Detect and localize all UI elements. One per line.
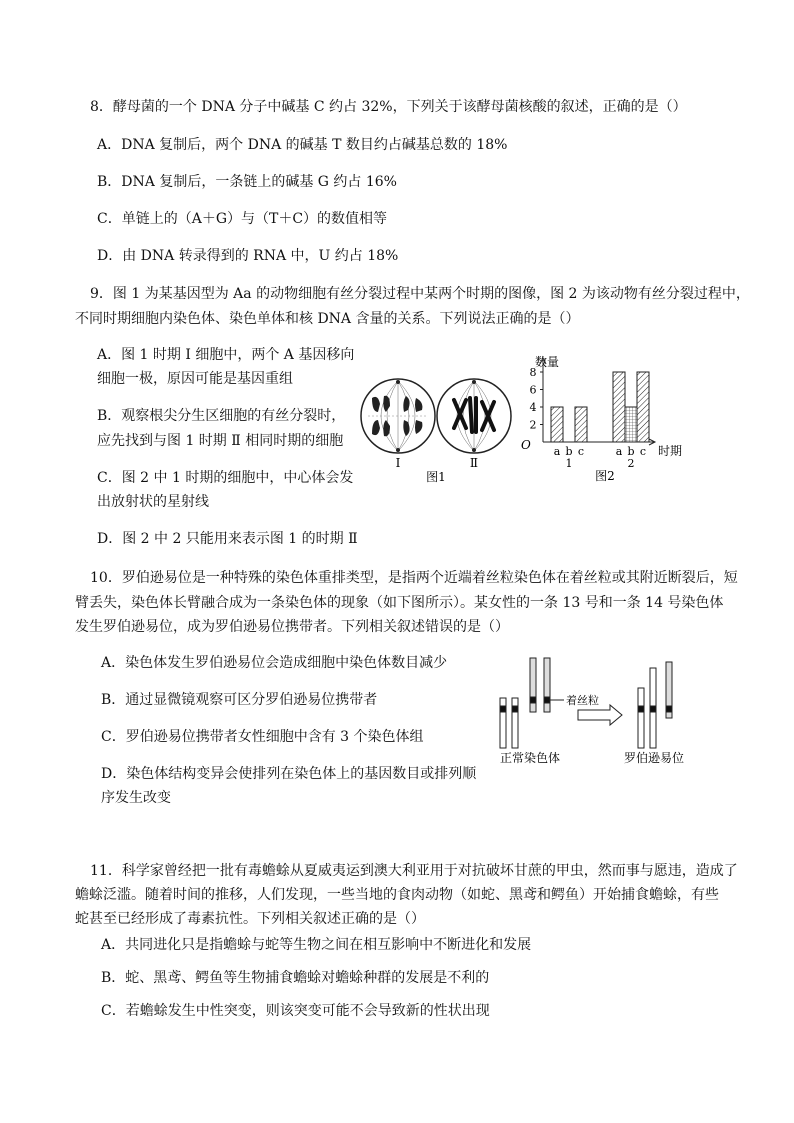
q8-option-b: B．DNA 复制后，一条链上的碱基 G 约占 16% <box>97 174 397 190</box>
q8-stem: 8．酵母菌的一个 DNA 分子中碱基 C 约占 32%，下列关于该酵母菌核酸的叙述，正确的是（） <box>90 99 687 115</box>
figure2-y-label: 数量 <box>535 355 560 369</box>
q10-option-d-line-2: 序发生改变 <box>101 790 171 806</box>
q11-stem-line-3: 蛇甚至已经形成了毒素抗性。下列相关叙述正确的是（） <box>75 911 425 927</box>
centromere-label: 着丝粒 <box>566 694 599 707</box>
q10-option-a: A．染色体发生罗伯逊易位会造成细胞中染色体数目减少 <box>101 655 448 671</box>
arrow-icon <box>578 705 622 725</box>
q9-option-a-line-2: 细胞一极，原因可能是基因重组 <box>97 371 293 387</box>
q11-stem-line-1: 11．科学家曾经把一批有毒蟾蜍从夏威夷运到澳大利亚用于对抗破坏甘蔗的甲虫，然而事与愿违，造成了 <box>90 863 738 879</box>
cell-II-label: Ⅱ <box>469 456 479 470</box>
robertsonian-caption: 罗伯逊易位 <box>624 751 685 765</box>
q9-stem-line-2: 不同时期细胞内染色体、染色单体和核 DNA 含量的关系。下列说法正确的是（） <box>75 311 580 327</box>
q10-stem-line-2: 臂丢失，染色体长臂融合成为一条染色体的现象（如下图所示）。某女性的一条 13 号和一条 14 号染色体 <box>75 595 724 611</box>
y-tick-label: 4 <box>529 401 537 414</box>
q10-option-b: B．通过显微镜观察可区分罗伯逊易位携带者 <box>101 692 378 708</box>
q10-option-d-line-1: D．染色体结构变异会使排列在染色体上的基因数目或排列顺 <box>101 766 477 782</box>
q8-option-d: D．由 DNA 转录得到的 RNA 中，U 约占 18% <box>97 248 399 264</box>
q10-figure-translocation <box>490 650 700 772</box>
period-label: 1 <box>565 457 573 470</box>
q9-option-a-line-1: A．图 1 时期 Ⅰ 细胞中，两个 A 基因移向 <box>97 347 355 363</box>
y-tick-label: 2 <box>529 418 537 432</box>
figure2-x-label: 时期 <box>658 444 683 458</box>
period-label: 2 <box>627 457 635 470</box>
q11-option-a: A．共同进化只是指蟾蜍与蛇等生物之间在相互影响中不断进化和发展 <box>101 937 532 953</box>
q9-figure2-chart <box>515 350 695 488</box>
q9-stem-line-1: 9．图 1 为某基因型为 Aa 的动物细胞有丝分裂过程中某两个时期的图像，图 2 为该动物有丝分裂过程中， <box>90 286 750 302</box>
q10-option-c: C．罗伯逊易位携带者女性细胞中含有 3 个染色体组 <box>101 729 424 745</box>
q9-figure1-cells <box>358 376 514 486</box>
q9-option-b-line-2: 应先找到与图 1 时期 Ⅱ 相同时期的细胞 <box>97 433 344 449</box>
bar-letter-label: c <box>639 445 647 458</box>
figure2-origin: O <box>521 438 531 452</box>
bar-c-period-1 <box>575 407 587 442</box>
q11-option-b: B．蛇、黑鸢、鳄鱼等生物捕食蟾蜍对蟾蜍种群的发展是不利的 <box>101 970 490 986</box>
bar-c-period-2 <box>637 372 649 442</box>
figure1-caption: 图1 <box>426 470 446 484</box>
q8-option-a: A．DNA 复制后，两个 DNA 的碱基 T 数目约占碱基总数的 18% <box>97 137 508 153</box>
q10-stem-line-3: 发生罗伯逊易位，成为罗伯逊易位携带者。下列相关叙述错误的是（） <box>75 619 509 635</box>
bar-letter-label: c <box>577 445 585 458</box>
cell-I <box>361 379 435 453</box>
q10-stem-line-1: 10．罗伯逊易位是一种特殊的染色体重排类型，是指两个近端着丝粒染色体在着丝粒或其附近断裂后，短 <box>90 570 738 586</box>
bar-letter-label: a <box>553 445 561 458</box>
bar-letter-label: b <box>565 445 573 458</box>
q9-option-b-line-1: B．观察根尖分生区细胞的有丝分裂时， <box>97 408 346 424</box>
y-tick-label: 8 <box>529 366 537 379</box>
normal-chromosome-caption: 正常染色体 <box>500 751 561 765</box>
cell-II <box>437 379 511 453</box>
figure2-caption: 图2 <box>595 469 615 483</box>
bar-letter-label: a <box>615 445 623 458</box>
q11-option-c: C．若蟾蜍发生中性突变，则该突变可能不会导致新的性状出现 <box>101 1003 490 1019</box>
q9-option-d: D．图 2 中 2 只能用来表示图 1 的时期 Ⅱ <box>97 531 358 547</box>
q9-option-c-line-1: C．图 2 中 1 时期的细胞中，中心体会发 <box>97 470 354 486</box>
bar-a-period-1 <box>551 407 563 442</box>
cell-I-label: Ⅰ <box>395 456 401 470</box>
bar-a-period-2 <box>613 372 625 442</box>
bar-b-period-2 <box>625 407 637 442</box>
q9-option-c-line-2: 出放射状的星射线 <box>97 494 209 510</box>
bar-letter-label: b <box>627 445 635 458</box>
y-tick-label: 6 <box>529 383 537 397</box>
q8-option-c: C．单链上的（A＋G）与（T＋C）的数值相等 <box>97 211 388 227</box>
q11-stem-line-2: 蟾蜍泛滥。随着时间的推移，人们发现，一些当地的食肉动物（如蛇、黑鸢和鳄鱼）开始捕食蟾蜍，有些 <box>75 887 719 903</box>
